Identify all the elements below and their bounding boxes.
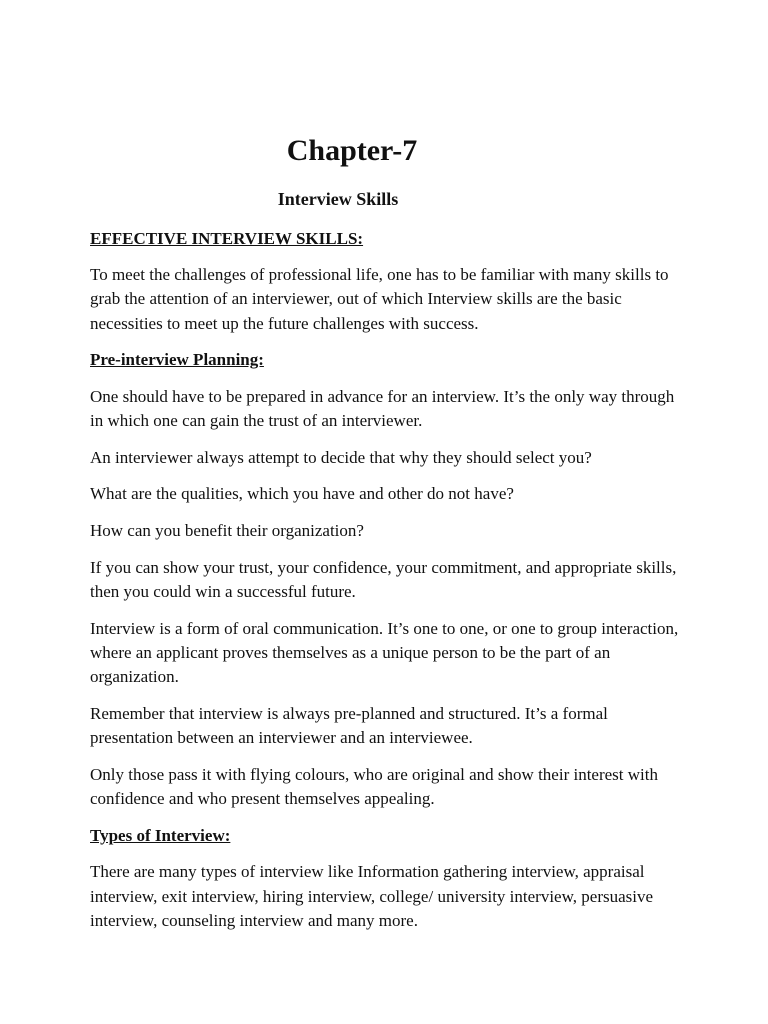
paragraph: What are the qualities, which you have and other do not have? xyxy=(90,484,514,504)
chapter-subtitle: Interview Skills xyxy=(277,189,399,209)
paragraph: One should have to be prepared in advance for an interview. It’s the only way through in which one can gain the trust of an interviewer. xyxy=(90,386,675,430)
paragraph: Only those pass it with flying colours, who are original and show their interest with confidence and who present themselves appealing. xyxy=(90,765,658,809)
paragraph: There are many types of interview like Information gathering interview, appraisal interview, exit interview, hiring interview, college/ university interview, persuasive interview, counseling interview and many more. xyxy=(90,862,654,930)
paragraph: An interviewer always attempt to decide that why they should select you? xyxy=(90,447,592,467)
paragraph: If you can show your trust, your confidence, your commitment, and appropriate skills, then you could win a successful future. xyxy=(90,558,677,602)
paragraph: To meet the challenges of professional life, one has to be familiar with many skills to grab the attention of an interviewer, out of which Interview skills are the basic necessities to meet up the future challenges with success. xyxy=(90,265,669,333)
section-heading-effective: EFFECTIVE INTERVIEW SKILLS: xyxy=(90,229,364,248)
chapter-title: Chapter-7 xyxy=(286,134,418,167)
section-heading-pre-interview: Pre-interview Planning: xyxy=(90,350,264,370)
document-body xyxy=(90,227,690,946)
paragraph: Interview is a form of oral communication. It’s one to one, or one to group interaction, where an applicant proves themselves as a unique person to be the part of an organization. xyxy=(90,619,679,687)
paragraph: Remember that interview is always pre-planned and structured. It’s a formal presentation between an interviewer and an interviewee. xyxy=(90,704,608,748)
paragraph: How can you benefit their organization? xyxy=(90,521,364,541)
section-heading-types: Types of Interview: xyxy=(90,826,231,846)
